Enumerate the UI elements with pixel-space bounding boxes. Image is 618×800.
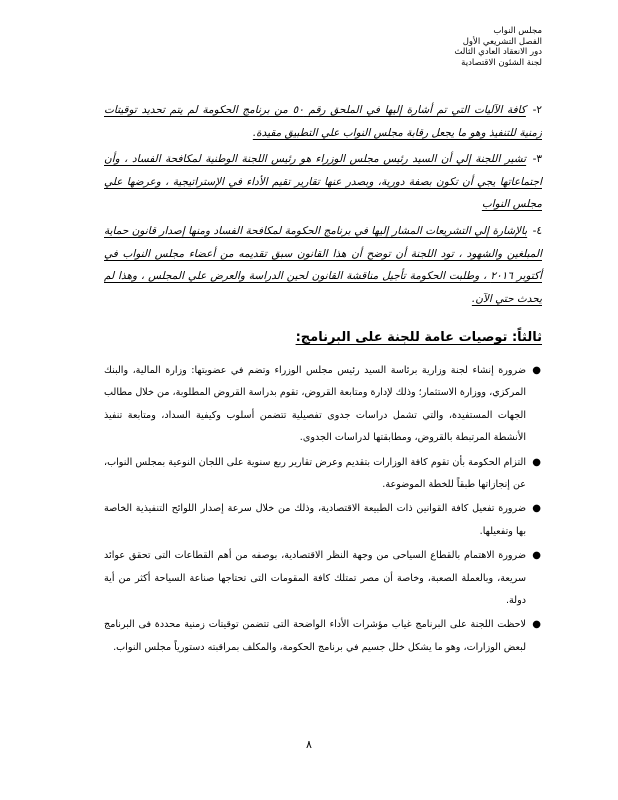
header-line-council: مجلس النواب — [493, 26, 542, 36]
bullet-icon: ● — [532, 456, 541, 468]
item-number: ٢- — [532, 104, 542, 116]
page-number: ٨ — [306, 738, 312, 751]
header-line-session: دور الانعقاد العادي الثالث — [454, 47, 542, 57]
recommendation-text: ضرورة إنشاء لجنة وزارية برئاسة السيد رئيس مجلس الوزراء وتضم في عضويتها: وزارة المالية، والبنك المركزي، ووزارة الاستثمار؛ وذلك لإدارة ومتابعة القروض، تقوم بدراسة القروض المطلوبة، من خلال مطالب الجهات المستفيدة، والتي تشمل دراسات جدوى تفصيلية تتضمن أسلوب وكيفية السداد، ومتابعة تنفيذ الأنشطة المرتبطة بالقروض، ومطابقتها لدراسات الجدوى. — [104, 365, 526, 444]
bullet-icon: ● — [532, 365, 541, 376]
item-text: كافة الآليات التي تم أشارة إليها في الملحق رقم ٥٠ من برنامج الحكومة لم يتم تحديد توقيتات زمنية للتنفيذ وهو ما يجعل رقابة مجلس النواب علي التطبيق مقيدة. — [104, 104, 542, 139]
list-item — [104, 614, 541, 659]
header-line-committee: لجنة الشئون الاقتصادية — [461, 57, 542, 68]
list-item — [104, 545, 541, 612]
item-number: ٣- — [532, 153, 542, 166]
numbered-item-4 — [104, 220, 542, 310]
numbered-observations — [104, 99, 542, 314]
list-item — [104, 452, 541, 497]
recommendation-text: ضرورة تفعيل كافة القوانين ذات الطبيعة الاقتصادية، وذلك من خلال سرعة إصدار اللوائح التنفيذية الخاصة بها وتفعيلها. — [104, 503, 526, 537]
recommendation-text: لاحظت اللجنة على البرنامج غياب مؤشرات الأداء الواضحة التى تتضمن توقيتات زمنية محددة فى البرنامج لبعض الوزارات، وهو ما يشكل خلل جسيم في برنامج الحكومة، والمكلف بمراقبته دستورياً مجلس النواب. — [104, 619, 526, 653]
recommendations-list — [104, 360, 542, 661]
bullet-icon: ● — [532, 550, 541, 562]
recommendation-text: التزام الحكومة بأن تقوم كافة الوزارات بتقديم وعرض تقارير ربع سنوية على اللجان النوعية بمجلس النواب، عن إنجازاتها طبقاً للخطة الموضوعة. — [104, 456, 526, 491]
list-item — [104, 498, 541, 543]
item-number: ٤- — [532, 224, 543, 237]
numbered-item-2 — [104, 99, 542, 144]
header-line-term: الفصل التشريعي الأول — [462, 36, 542, 47]
bullet-icon: ● — [532, 503, 541, 515]
recommendation-text: ضرورة الاهتمام بالقطاع السياحى من وجهة النظر الاقتصادية، بوصفه من أهم القطاعات التى تحقق عوائد سريعة، وبالعملة الصعبة، وخاصة أن مصر تمتلك كافة المقومات التى تحتاجها صناعة السياحة أكثر من أية دولة. — [104, 550, 526, 607]
list-item — [104, 360, 541, 450]
bullet-icon: ● — [532, 619, 541, 631]
item-text: بالإشارة إلي التشريعات المشار إليها في برنامج الحكومة لمكافحة الفساد ومنها إصدار قانون حماية المبلغين والشهود ، تود اللجنة أن توضح أن هذا القانون سبق تقديمه من أعضاء مجلس النواب في أكتوبر ٢٠١٦ ، وطلبت الحكومة تأجيل مناقشة القانون لحين الدراسة والعرض علي المجلس ، وهذا لم يحدث حتي الآن. — [104, 224, 542, 305]
numbered-item-3 — [104, 148, 542, 216]
item-text: تشير اللجنة إلي أن السيد رئيس مجلس الوزراء هو رئيس اللجنة الوطنية لمكافحة الفساد ، وأن اجتماعاتها يجي أن تكون بصفة دورية، وبصدر عنها تقارير تقيم الأداء في الإستراتيجية ، وعرضها علي مجلس النواب — [104, 153, 542, 211]
document-header — [454, 26, 542, 68]
section-title: ثالثاً: توصيات عامة للجنة على البرنامج: — [295, 330, 542, 345]
